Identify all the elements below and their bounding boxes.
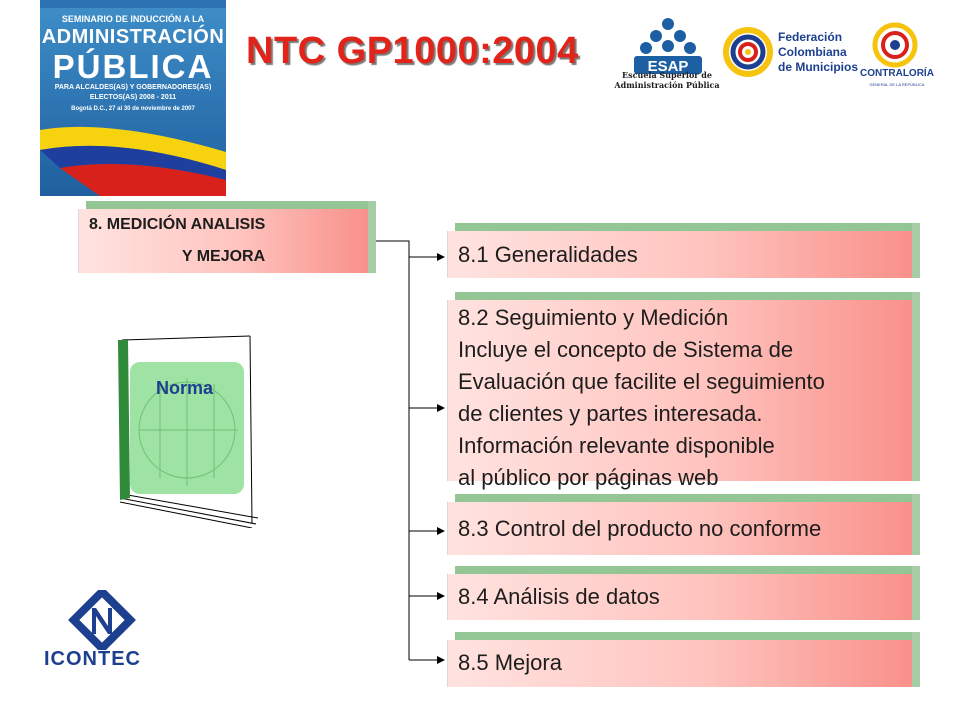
contraloria-subcaption: GENERAL DE LA REPÚBLICA (869, 82, 925, 87)
icontec-logo (62, 590, 142, 650)
item-8-2-line-4: de clientes y partes interesada. (458, 401, 763, 426)
norma-book-label: Norma (156, 378, 214, 398)
norma-book-icon (100, 318, 270, 528)
esap-caption-line-2: Administración Pública (614, 80, 720, 90)
item-8-3-text: 8.3 Control del producto no conforme (458, 516, 822, 541)
banner-line-1: SEMINARIO DE INDUCCIÓN A LA (61, 14, 205, 24)
fcm-caption-line-3: de Municipios (778, 60, 859, 74)
main-box-line-2: Y MEJORA (181, 248, 266, 265)
item-8-5-text: 8.5 Mejora (458, 650, 562, 675)
item-8-2-text (458, 302, 825, 494)
connector-trunk (367, 241, 409, 660)
fcm-caption-line-2: Colombiana (778, 45, 847, 59)
item-8-4-text: 8.4 Análisis de datos (458, 584, 660, 609)
banner-line-2: ADMINISTRACIÓN (41, 26, 225, 48)
banner-line-6: Bogotá D.C., 27 al 30 de noviembre de 2007 (71, 106, 195, 112)
main-box-line-1: 8. MEDICIÓN ANALISIS (89, 216, 266, 233)
item-8-5-box (447, 640, 912, 687)
item-8-2-line-1: 8.2 Seguimiento y Medición (458, 305, 729, 330)
fcm-caption-line-1: Federación (778, 30, 843, 44)
banner-line-4: PARA ALCALDES(AS) Y GOBERNADORES(AS) (54, 84, 212, 91)
esap-caption-line-1: Escuela Superior de (622, 70, 712, 80)
icontec-caption: ICONTEC (44, 648, 141, 670)
svg-text:ESAP: ESAP (647, 58, 689, 75)
slide-title: NTC GP1000:2004 (246, 30, 579, 72)
item-8-2-box (447, 300, 912, 490)
item-8-2-line-2: Incluye el concepto de Sistema de (458, 337, 794, 362)
item-8-4-box (447, 574, 912, 620)
item-8-2-line-3: Evaluación que facilite el seguimiento (458, 369, 825, 394)
item-8-2-line-6: al público por páginas web (458, 465, 719, 490)
banner-line-5: ELECTOS(AS) 2008 - 2011 (89, 94, 177, 101)
item-8-2-line-5: Información relevante disponible (458, 433, 775, 458)
item-8-1-text: 8.1 Generalidades (458, 242, 638, 267)
contraloria-caption: CONTRALORÍA (860, 68, 934, 79)
item-8-3-box (447, 502, 912, 555)
banner-line-3: PÚBLICA (52, 48, 214, 85)
item-8-1-box (447, 231, 912, 278)
main-section-box (78, 209, 368, 273)
